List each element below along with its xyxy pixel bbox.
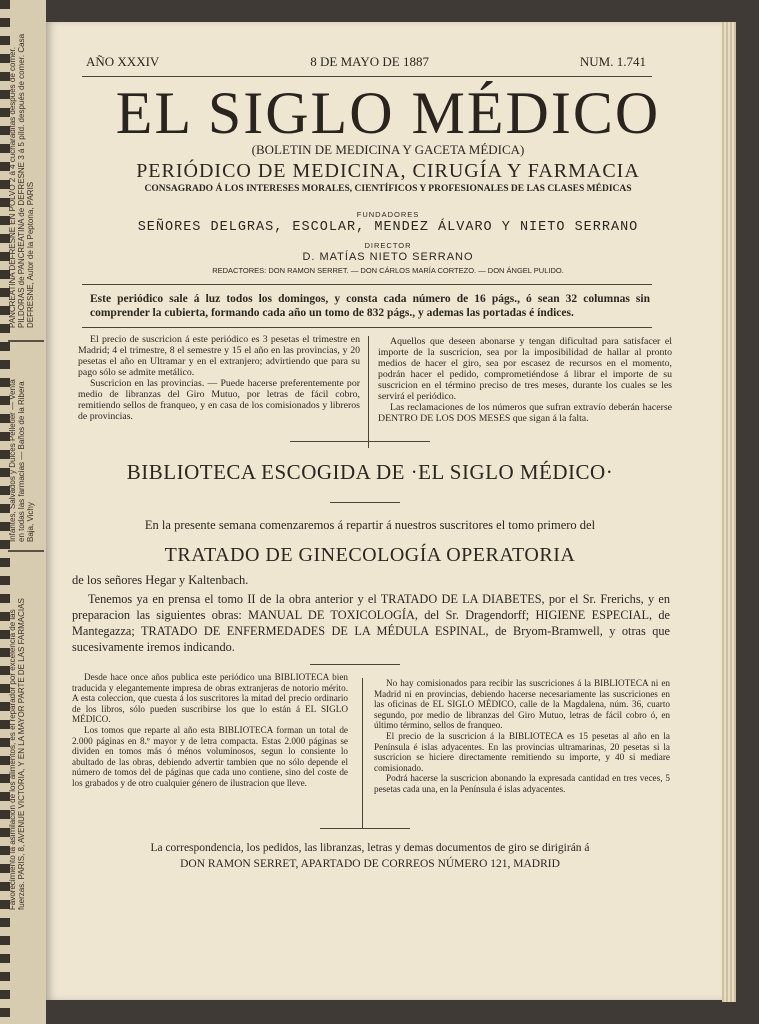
correspondence-notice [90,840,650,872]
advertisement-reparador: Favorecimiento la asimilación de los alimentos, es el reparador por excelencia de las fuerzas. PARIS, 8, AVENUE VICTORIA, Y EN LA MAYOR PARTE DE LAS FARMACIAS [8,598,26,910]
header-rule [82,76,652,77]
page-edges [722,22,736,1002]
biblioteca-comisionados: No hay comisionados para recibir las suscriciones á la BIBLIOTECA ni en Madrid ni en provincias, debiendo hacerse necesariamente las suscriciones en las oficinas de EL SIGLO MÉDICO, calle de la Magdalena, núm. 36, cuarto segundo, por medio de libranzas del Giro Mutuo, letras de fácil cobro ó, en último término, sellos de franqueo. [374,678,670,731]
newspaper-page [46,22,726,1000]
section-rule-short [330,502,400,503]
notice-rule [82,284,652,285]
biblioteca-left-column [72,672,348,789]
founders: SEÑORES DELGRAS, ESCOLAR, MENDEZ ÁLVARO Y NIETO SERRANO [137,220,639,235]
subscription-provinces: Suscricion en las provincias. — Puede hacerse preferentemente por medio de libranzas del Giro Mutuo, por letras de fácil cobro, remitiendo sellos de franqueo, y en casa de los comisionados y libreros de provincias. [78,378,360,422]
subscription-right-column [378,336,672,424]
ad-divider [8,550,44,552]
advertisement-vichy: Infantes, Salvados y Dulces Pelletier — Venta en todas las farmacias — Baños de la Ribera Baja, Vichy [8,379,35,542]
forthcoming-works [72,591,670,655]
issue-year: AÑO XXXIV [86,54,160,69]
biblioteca-desde: Desde hace once años publica este periódico una BIBLIOTECA bien traducida y elegantemente impresa de obras extranjeras de notorio mérito. A esta coleccion, que cuesta á los suscritores la mitad del precio ordinario de los libros, sólo pueden suscribirse los que lo están á EL SIGLO MÉDICO. [72,672,348,725]
biblioteca-plazos: Podrá hacerse la suscricion abonando la expresada cantidad en tres veces, 5 pesetas cada una, en la Península é islas adyacentes. [374,773,670,794]
notice-rule-bottom [82,327,652,328]
subscription-deferred: Aquellos que deseen abonarse y tengan dificultad para satisfacer el importe de la suscricion, sea por la imposibilidad de hallar al pronto medios de hacer el giro, sea por escasez de recursos en el momento, podrán hacer el pedido, comprometiéndose á librar el importe de su suscricion en el término preciso de tres meses, durante los cuales se les servirá el periódico. [378,336,672,402]
tratado-title: TRATADO DE GINECOLOGÍA OPERATORIA [164,544,576,566]
subscription-claims: Las reclamaciones de los números que sufran extravío deberán hacerse DENTRO DE LOS DOS MESES que sigan á la falta. [378,402,672,424]
issue-date: 8 DE MAYO DE 1887 [310,54,429,69]
section-rule [310,664,400,665]
advertisement-pancreatina: PANCREATINA DEFRESNE EN POLVO 2 á 4 cucharaditas después de comer. PILDORAS de PANCREATINA de DEFRESNE 3 á 5 píld. después de comer. Casa DEFRESNE, Autor de la Peptona, PARIS [8,33,35,328]
subscription-price: El precio de suscricion á este periódico es 3 pesetas el trimestre en Madrid; 4 el trimestre, 8 el semestre y 15 el año en las provincias, y 20 pesetas el año en Ultramar y en el extranjero; advirtiendo que para su pago sólo se admite metálico. [78,334,360,378]
column-divider [368,336,369,448]
publication-notice: Este periódico sale á luz todos los domingos, y consta cada número de 16 págs., ó sean 32 columnas sin comprender la cubierta, formando cada año un tomo de 832 págs., y ademas las portadas é índices. [90,293,650,319]
founders-label: FUNDADORES [356,210,420,219]
correspondence-line: La correspondencia, los pedidos, las libranzas, letras y demas documentos de giro se dirigirán á [150,842,590,854]
issue-number: NUM. 1.741 [579,54,646,69]
subtitle-periodico: PERIÓDICO DE MEDICINA, CIRUGÍA Y FARMACIA [136,160,640,182]
biblioteca-heading: BIBLIOTECA ESCOGIDA DE ·EL SIGLO MÉDICO· [126,460,614,484]
binding-strip [0,0,46,1024]
ad-divider [8,340,44,342]
biblioteca-intro: En la presente semana comenzaremos á repartir á nuestros suscritores el tomo primero del [144,518,596,532]
subtitle-boletin: (BOLETIN DE MEDICINA Y GACETA MÉDICA) [251,142,525,157]
correspondence-address: DON RAMON SERRET, APARTADO DE CORREOS NÚMERO 121, MADRID [180,858,560,870]
column-divider [362,678,363,828]
director: D. MATÍAS NIETO SERRANO [302,251,474,263]
biblioteca-tomos: Los tomos que reparte al año esta BIBLIOTECA forman un total de 2.000 páginas en 8.º mayor y de letra compacta. Estas 2.000 páginas se dividen en tomos más ó ménos voluminosos, segun lo consiente lo abultado de las obras, debiendo advertir tambien que no sólo depende el número de tomos del de páginas que cada uno contiene, sino del coste de los grabados y de otro cualquier género de ilustracion que lleve. [72,724,348,788]
biblioteca-precio: El precio de la suscricion á la BIBLIOTECA es 15 pesetas al año en la Península é islas adyacentes. En las provincias ultramarinas, 20 pesetas si la suscricion se hiciere directamente remitiendo su importe, y 40 si mediare comisionado. [374,730,670,773]
tratado-authors: de los señores Hegar y Kaltenbach. [72,573,249,587]
director-label: DIRECTOR [364,241,412,250]
section-rule [290,441,430,442]
forthcoming-text: Tenemos ya en prensa el tomo II de la obra anterior y el TRATADO DE LA DIABETES, por el Sr. Frerichs, y en preparacion las siguientes obras: MANUAL DE TOXICOLOGÍA, del Sr. Dragendorff; HIGIENE ESPECIAL, de Mantegazza; TRATADO DE ENFERMEDADES DE LA MÉDULA ESPINAL, de Bryom-Bramwell, y otras que sucesivamente iremos indicando. [72,592,670,654]
subtitle-consagrado: CONSAGRADO Á LOS INTERESES MORALES, CIENTÍFICOS Y PROFESIONALES DE LAS CLASES MÉDICAS [144,184,632,194]
issue-info [86,54,646,70]
biblioteca-right-column [374,678,670,795]
masthead-title: EL SIGLO MÉDICO [115,80,661,146]
section-rule [320,828,410,829]
subscription-left-column [78,334,360,422]
editors: REDACTORES: DON RAMON SERRET. — DON CÁRLOS MARÍA CORTEZO. — DON ÁNGEL PULIDO. [212,266,564,275]
